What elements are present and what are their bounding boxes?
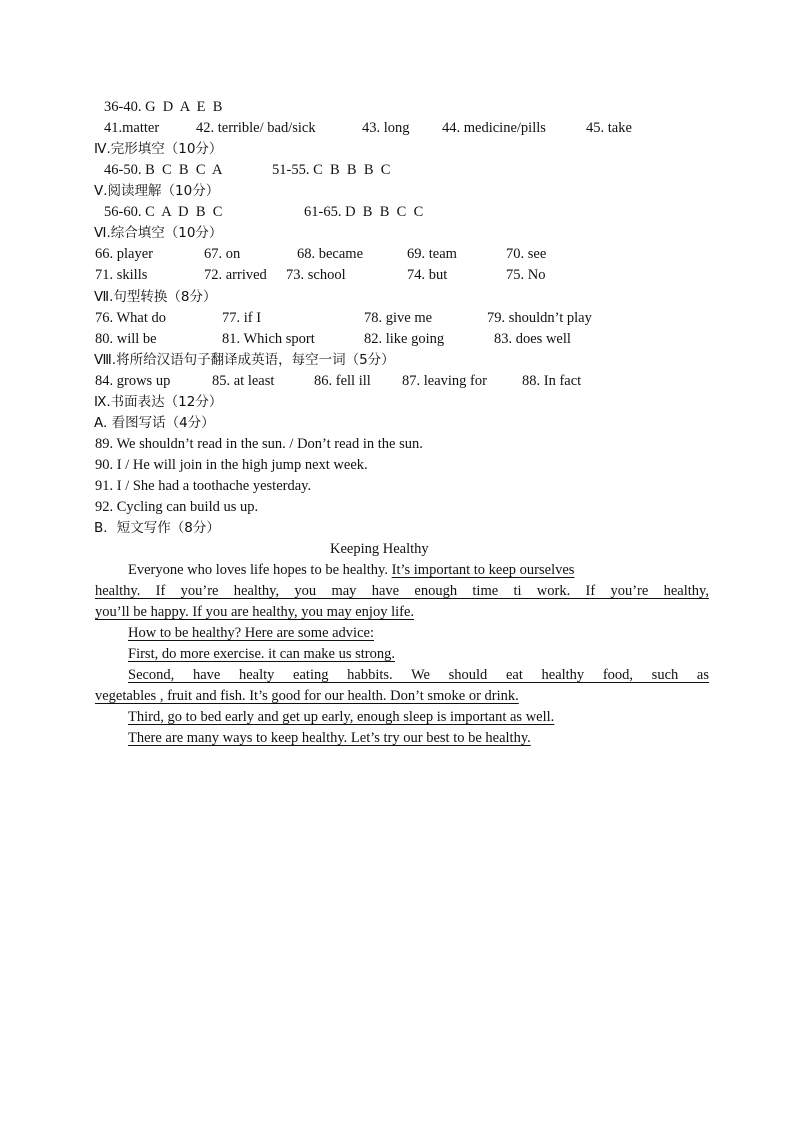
essay-p6: There are many ways to keep healthy. Let’s try our best to be healthy.	[128, 730, 531, 746]
answer-66: 66. player	[95, 246, 153, 262]
essay-p5: Third, go to bed early and get up early, enough sleep is important as well.	[128, 709, 555, 725]
answer-86: 86. fell ill	[314, 373, 371, 389]
answer-90: 90. I / He will join in the high jump next week.	[95, 457, 368, 473]
essay-title: Keeping Healthy	[330, 541, 429, 557]
answer-44: 44. medicine/pills	[442, 120, 546, 136]
answer-87: 87. leaving for	[402, 373, 487, 389]
answers-36-40: 36-40. G D A E B	[104, 99, 223, 115]
essay-p1-line1	[128, 560, 574, 580]
answer-42: 42. terrible/ bad/sick	[196, 120, 316, 136]
answer-82: 82. like going	[364, 331, 445, 347]
essay-p4-line1: Second, have healty eating habbits. We should eat healthy food, such as	[128, 667, 709, 683]
answer-91: 91. I / She had a toothache yesterday.	[95, 478, 312, 494]
answer-79: 79. shouldn’t play	[487, 310, 592, 326]
answer-80: 80. will be	[95, 331, 157, 347]
section-9-heading: Ⅸ.书面表达（12分）	[94, 394, 223, 410]
essay-p4-line2: vegetables , fruit and fish. It’s good for our health. Don’t smoke or drink.	[95, 688, 519, 704]
part-b-heading: B．短文写作（8分）	[94, 520, 220, 536]
answer-72: 72. arrived	[204, 267, 267, 283]
answers-46-50: 46-50. B C B C A	[104, 162, 223, 178]
section-8-heading: Ⅷ.将所给汉语句子翻译成英语，每空一词（5分）	[94, 352, 395, 368]
answer-88: 88. In fact	[522, 373, 582, 389]
section-7-heading: Ⅶ.句型转换（8分）	[94, 289, 217, 305]
answer-73: 73. school	[286, 267, 346, 283]
part-a-heading: A. 看图写话（4分）	[94, 415, 215, 431]
answer-77: 77. if I	[222, 310, 262, 326]
answers-51-55: 51-55. C B B B C	[272, 162, 391, 178]
answer-71: 71. skills	[95, 267, 148, 283]
essay-p1-underlined-1: It’s important to keep ourselves	[391, 562, 575, 578]
answer-84: 84. grows up	[95, 373, 171, 389]
answer-45: 45. take	[586, 120, 632, 136]
answer-76: 76. What do	[95, 310, 167, 326]
answer-78: 78. give me	[364, 310, 433, 326]
section-5-heading: Ⅴ.阅读理解（10分）	[94, 183, 220, 199]
answer-83: 83. does well	[494, 331, 571, 347]
answer-41: 41.matter	[104, 120, 160, 136]
answer-69: 69. team	[407, 246, 457, 262]
answer-67: 67. on	[204, 246, 241, 262]
essay-p3: First, do more exercise. it can make us strong.	[128, 646, 395, 662]
answer-68: 68. became	[297, 246, 364, 262]
answer-74: 74. but	[407, 267, 448, 283]
section-4-heading: Ⅳ.完形填空（10分）	[94, 141, 223, 157]
answer-75: 75. No	[506, 267, 546, 283]
essay-p1-lead: Everyone who loves life hopes to be healthy.	[128, 562, 392, 578]
answer-85: 85. at least	[212, 373, 275, 389]
answer-70: 70. see	[506, 246, 547, 262]
answer-81: 81. Which sport	[222, 331, 315, 347]
section-6-heading: Ⅵ.综合填空（10分）	[94, 225, 223, 241]
answers-56-60: 56-60. C A D B C	[104, 204, 223, 220]
essay-p1-line2: healthy. If you’re healthy, you may have enough time ti work. If you’re healthy,	[95, 583, 709, 599]
answer-43: 43. long	[362, 120, 410, 136]
answer-89: 89. We shouldn’t read in the sun. / Don’t read in the sun.	[95, 436, 423, 452]
essay-p2: How to be healthy? Here are some advice:	[128, 625, 374, 641]
essay-p1-line3: you’ll be happy. If you are healthy, you may enjoy life.	[95, 604, 415, 620]
answer-92: 92. Cycling can build us up.	[95, 499, 259, 515]
answers-61-65: 61-65. D B B C C	[304, 204, 424, 220]
